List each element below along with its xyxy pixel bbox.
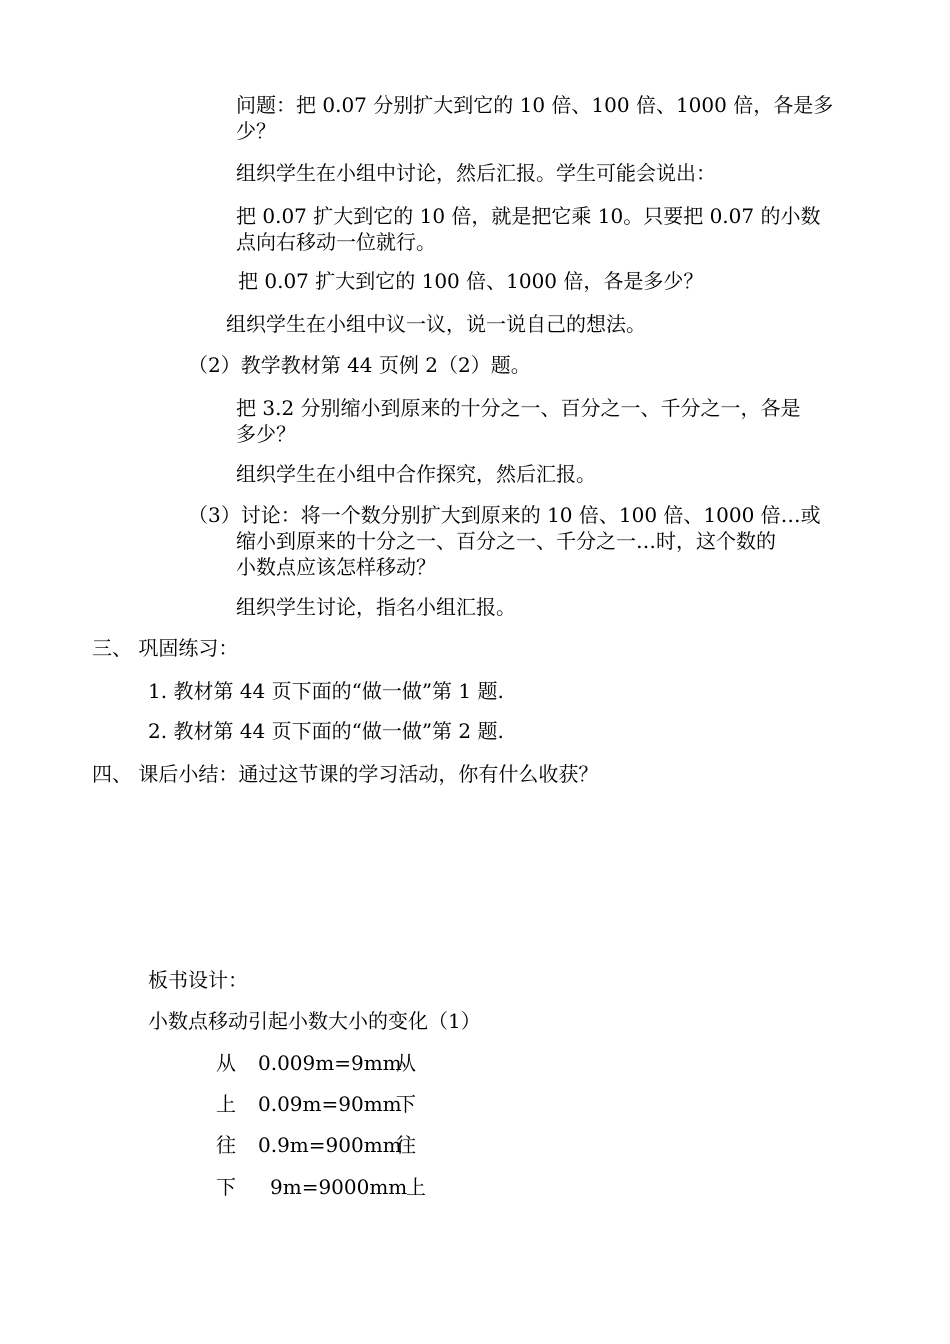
board-row-left: 从 bbox=[216, 1051, 236, 1075]
board-row-right: 往 bbox=[396, 1133, 416, 1157]
question-line-1: 问题：把 0.07 分别扩大到它的 10 倍、100 倍、1000 倍，各是多 bbox=[236, 93, 834, 117]
discussion-instruction: 组织学生在小组中讨论，然后汇报。学生可能会说出： bbox=[236, 161, 716, 185]
board-row-right: 下 bbox=[396, 1092, 416, 1116]
follow-up-question: 把 0.07 扩大到它的 100 倍、1000 倍，各是多少？ bbox=[238, 269, 704, 293]
board-row-equation: 9m=9000mm bbox=[270, 1175, 408, 1199]
board-row-equation: 0.09m=90mm bbox=[258, 1092, 402, 1116]
item-2-heading: （2）教学教材第 44 页例 2（2）题。 bbox=[188, 353, 531, 377]
report-line: 组织学生讨论，指名小组汇报。 bbox=[236, 595, 516, 619]
example-line-1: 把 3.2 分别缩小到原来的十分之一、百分之一、千分之一，各是 bbox=[236, 396, 801, 420]
board-row-right: 从 bbox=[396, 1051, 416, 1075]
board-row-left: 上 bbox=[216, 1092, 236, 1116]
exercise-2: 2. 教材第 44 页下面的“做一做”第 2 题. bbox=[148, 719, 504, 743]
item-3-line-1: （3）讨论：将一个数分别扩大到原来的 10 倍、100 倍、1000 倍…或 bbox=[188, 503, 821, 527]
item-3-line-3: 小数点应该怎样移动？ bbox=[236, 555, 436, 579]
question-line-2: 少？ bbox=[236, 119, 276, 143]
board-title: 小数点移动引起小数大小的变化（1） bbox=[148, 1009, 481, 1033]
cooperative-inquiry-line: 组织学生在小组中合作探究，然后汇报。 bbox=[236, 462, 596, 486]
student-answer-line-1: 把 0.07 扩大到它的 10 倍，就是把它乘 10。只要把 0.07 的小数 bbox=[236, 204, 821, 228]
board-row-equation: 0.009m=9mm bbox=[258, 1051, 402, 1075]
board-row-right: 上 bbox=[406, 1175, 426, 1199]
board-design-heading: 板书设计： bbox=[148, 968, 248, 992]
section-4-summary: 四、 课后小结：通过这节课的学习活动，你有什么收获？ bbox=[92, 762, 599, 786]
board-row-left: 下 bbox=[216, 1175, 236, 1199]
example-line-2: 多少？ bbox=[236, 422, 296, 446]
board-row-equation: 0.9m=900mm bbox=[258, 1133, 402, 1157]
board-row-left: 往 bbox=[216, 1133, 236, 1157]
student-answer-line-2: 点向右移动一位就行。 bbox=[236, 230, 436, 254]
item-3-line-2: 缩小到原来的十分之一、百分之一、千分之一…时，这个数的 bbox=[236, 529, 776, 553]
section-3-heading: 三、 巩固练习： bbox=[92, 636, 239, 660]
exercise-1: 1. 教材第 44 页下面的“做一做”第 1 题. bbox=[148, 679, 504, 703]
group-discussion-line: 组织学生在小组中议一议，说一说自己的想法。 bbox=[226, 312, 646, 336]
